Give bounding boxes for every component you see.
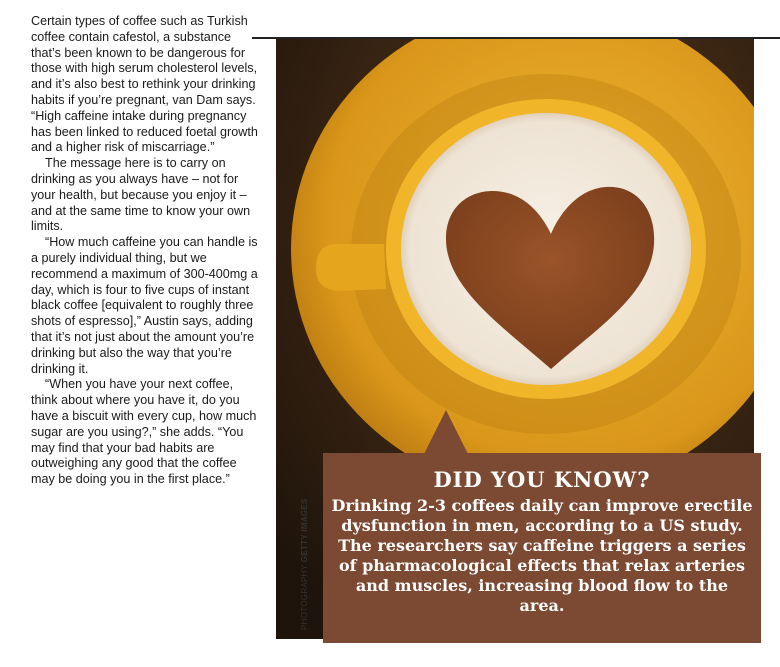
article-paragraph: “How much caffeine you can handle is a purely individual thing, but we recommend a maximum of 300-400mg a day, which is four to five cups of instant black coffee [equivalent to roughly three shots of espresso],” Austin says, adding that it’s not just about the amount you’re drinking but also the way that you’re drinking it. — [31, 235, 258, 376]
photo-credit: PHOTOGRAPHY GETTY IMAGES — [300, 498, 309, 630]
did-you-know-callout — [323, 453, 761, 643]
article-column — [31, 14, 261, 488]
callout-pointer — [424, 410, 468, 454]
callout-body: Drinking 2-3 coffees daily can improve erectile dysfunction in men, according to a US study. The researchers say caffeine triggers a series of pharmacological effects that relax arteries and muscles, increasing blood flow to the area. — [331, 496, 753, 615]
article-paragraph: The message here is to carry on drinking as you always have – not for your health, but because you enjoy it – and at the same time to know your own limits. — [31, 156, 251, 234]
cup-handle — [316, 244, 386, 291]
article-paragraph: “When you have your next coffee, think about where you have it, do you have a biscuit with every cup, how much sugar are you using?,” she adds. “You may find that your bad habits are outweighing any good that the coffee may be doing you in the first place.” — [31, 377, 257, 487]
article-paragraph: Certain types of coffee such as Turkish coffee contain cafestol, a substance that’s been known to be dangerous for those with high serum cholesterol levels, and it’s also best to rethink your drinking habits if you’re pregnant, van Dam says. “High caffeine intake during pregnancy has been linked to reduced foetal growth and a higher risk of miscarriage.” — [31, 14, 258, 155]
callout-title: DID YOU KNOW? — [433, 467, 651, 492]
